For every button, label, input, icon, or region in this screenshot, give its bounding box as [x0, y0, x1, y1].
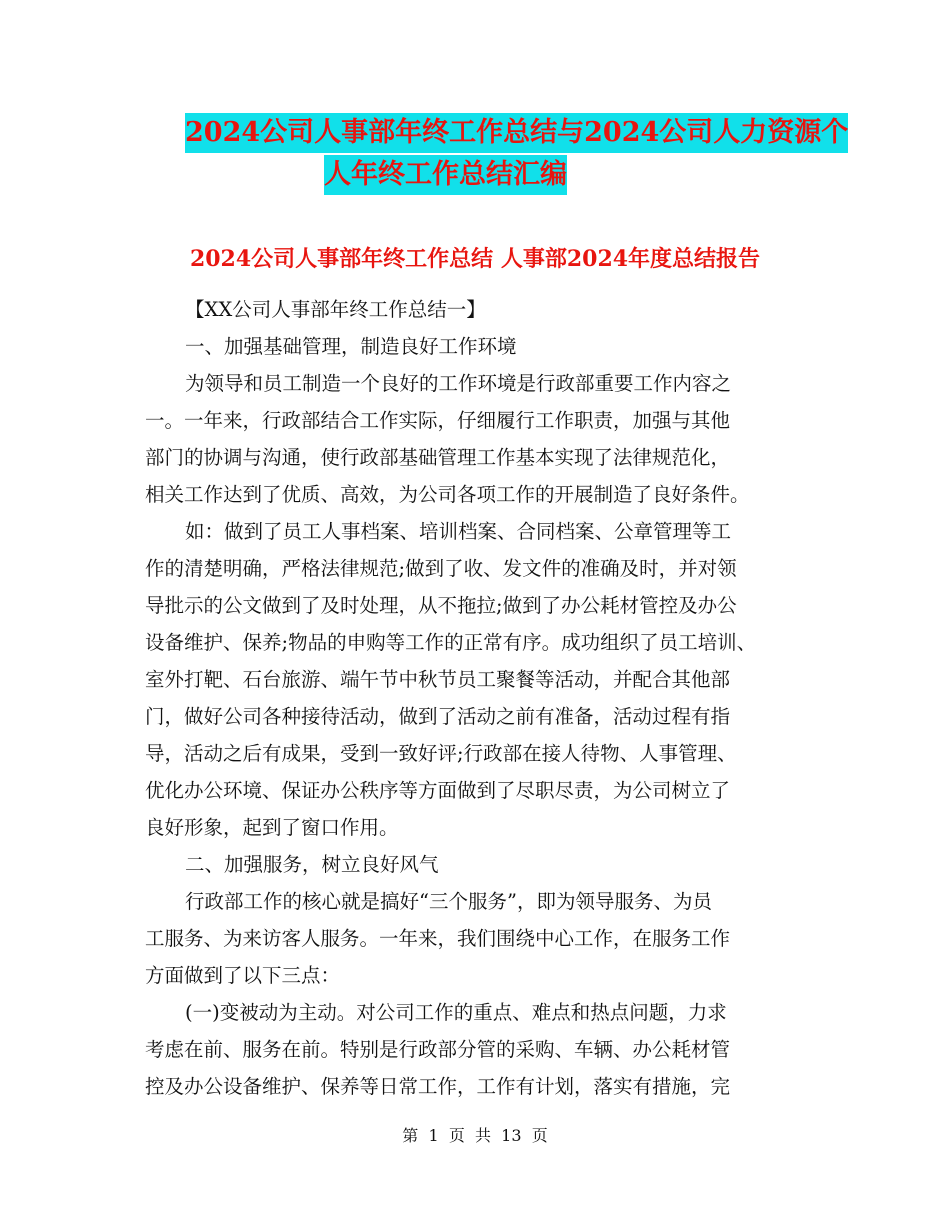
paragraph-line: 优化办公环境、保证办公秩序等方面做到了尽职尽责，为公司树立了: [145, 779, 731, 802]
document-subtitle: 2024公司人事部年终工作总结 人事部2024年度总结报告: [189, 246, 761, 272]
paragraph-line: 工服务、为来访客人服务。一年来，我们围绕中心工作，在服务工作: [145, 927, 731, 950]
paragraph-line: (一)变被动为主动。对公司工作的重点、难点和热点问题，力求: [185, 1001, 727, 1024]
paragraph-line: 方面做到了以下三点：: [145, 964, 341, 987]
paragraph-line: 室外打靶、石台旅游、端午节中秋节员工聚餐等活动，并配合其他部: [145, 668, 731, 691]
paragraph-line: 导，活动之后有成果，受到一致好评;行政部在接人待物、人事管理、: [145, 742, 737, 765]
paragraph-line: 导批示的公文做到了及时处理，从不拖拉;做到了办公耗材管控及办公: [145, 594, 737, 617]
paragraph-line: 一。一年来，行政部结合工作实际，仔细履行工作职责，加强与其他: [145, 409, 731, 432]
paragraph-line: 良好形象，起到了窗口作用。: [145, 816, 399, 839]
paragraph-line: 为领导和员工制造一个良好的工作环境是行政部重要工作内容之: [185, 372, 732, 395]
paragraph-line: 设备维护、保养;物品的申购等工作的正常有序。成功组织了员工培训、: [145, 631, 757, 654]
paragraph-line: 行政部工作的核心就是搞好“三个服务”，即为领导服务、为员: [185, 890, 712, 913]
paragraph-line: 考虑在前、服务在前。特别是行政部分管的采购、车辆、办公耗材管: [145, 1038, 731, 1061]
paragraph-line: 相关工作达到了优质、高效，为公司各项工作的开展制造了良好条件。: [145, 483, 750, 506]
section-heading-2: 二、加强服务，树立良好风气: [185, 853, 439, 876]
section-label: 【XX公司人事部年终工作总结一】: [185, 298, 486, 321]
section-heading-1: 一、加强基础管理，制造良好工作环境: [185, 335, 517, 358]
paragraph-line: 控及办公设备维护、保养等日常工作，工作有计划，落实有措施，完: [145, 1075, 731, 1098]
paragraph-line: 如：做到了员工人事档案、培训档案、合同档案、公章管理等工: [185, 520, 732, 543]
page-number-footer: 第 1 页 共 13 页: [402, 1126, 548, 1145]
paragraph-line: 部门的协调与沟通，使行政部基础管理工作基本实现了法律规范化，: [145, 446, 731, 469]
paragraph-line: 作的清楚明确，严格法律规范;做到了收、发文件的准确及时，并对领: [145, 557, 737, 580]
document-title-line-1: 2024公司人事部年终工作总结与2024公司人力资源个: [185, 113, 848, 153]
paragraph-line: 门，做好公司各种接待活动，做到了活动之前有准备，活动过程有指: [145, 705, 731, 728]
document-title-line-2: 人年终工作总结汇编: [324, 155, 567, 195]
